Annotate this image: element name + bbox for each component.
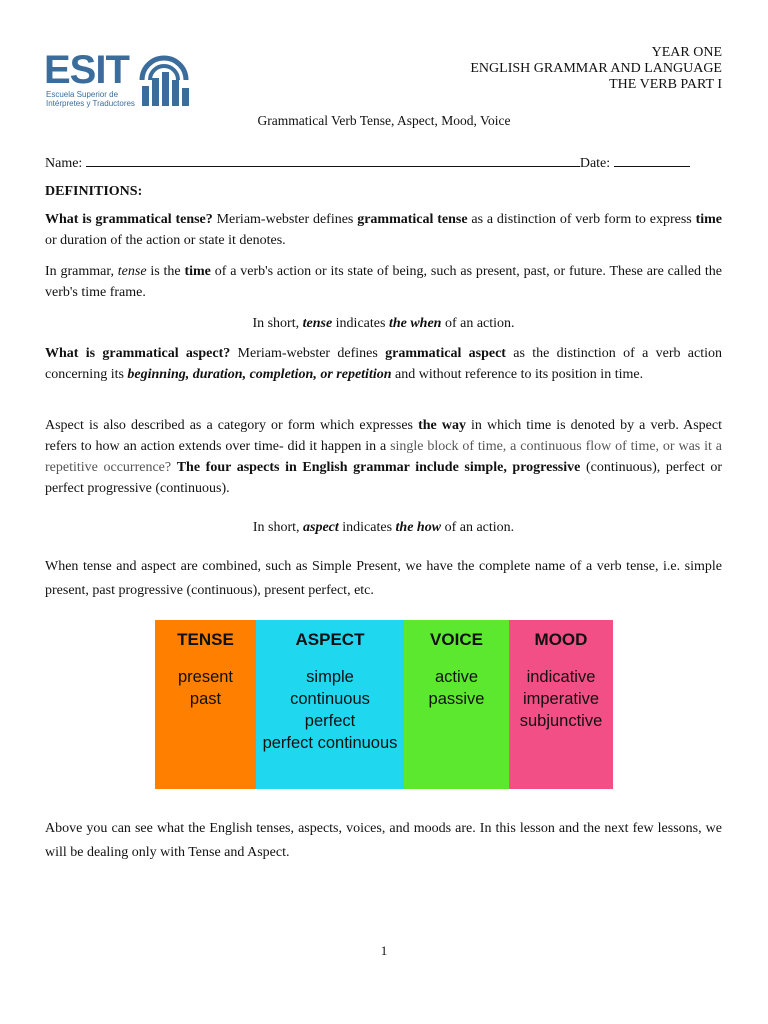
list-item: present xyxy=(177,668,234,686)
list-item: subjunctive xyxy=(519,712,603,730)
column-header: MOOD xyxy=(534,630,588,649)
table-column-aspect xyxy=(256,620,404,789)
aspect-summary: In short, aspect indicates the how of an action. xyxy=(252,520,515,535)
header-year: YEAR ONE xyxy=(651,45,722,60)
logo-text: ESIT xyxy=(44,48,129,92)
column-header: VOICE xyxy=(430,630,483,649)
combined-paragraph: When tense and aspect are combined, such as Simple Present, we have the complete name of a verb tense, i.e. simple present, past progressive (continuous), present perfect, etc. xyxy=(45,559,722,598)
logo-subtitle xyxy=(46,90,135,108)
column-header: ASPECT xyxy=(295,630,365,649)
date-label: Date: xyxy=(579,156,611,171)
definitions-heading: DEFINITIONS: xyxy=(45,184,143,199)
table-column-tense xyxy=(155,620,256,789)
grammar-categories-table xyxy=(155,620,613,789)
list-item: past xyxy=(189,690,222,708)
list-item: perfect continuous xyxy=(262,734,398,752)
tense-definition: What is grammatical tense? Meriam-webster defines grammatical tense as a distinction of verb form to express time or duration of the action or state it denotes. xyxy=(45,212,722,248)
list-item: imperative xyxy=(522,690,600,708)
tense-summary: In short, tense indicates the when of an action. xyxy=(252,316,515,331)
table-column-voice xyxy=(404,620,509,789)
tense-paragraph: In grammar, tense is the time of a verb's action or its state of being, such as present, past, or future. These are called the verb's time frame. xyxy=(45,264,722,300)
esit-logo xyxy=(44,50,196,118)
list-item: perfect xyxy=(304,712,356,730)
column-header: TENSE xyxy=(177,630,234,649)
aspect-paragraph: Aspect is also described as a category or form which expresses the way in which time is denoted by a verb. Aspect refers to how an action extends over time- did it happen in a single block of time, a continuous flow of time, or was it a repetitive occurrence? The four aspects in English grammar include simple, progressive (continuous), perfect or perfect progressive (continuous). xyxy=(45,418,722,496)
tense-question: What is grammatical tense? xyxy=(45,212,213,227)
list-item: active xyxy=(434,668,479,686)
document-subtitle: Grammatical Verb Tense, Aspect, Mood, Voice xyxy=(257,113,511,128)
logo-subtitle-line2: Intérpretes y Traductores xyxy=(46,99,135,108)
name-label: Name: xyxy=(45,156,83,171)
page-number: 1 xyxy=(380,943,388,958)
microphone-bars-icon xyxy=(136,50,192,110)
table-column-mood xyxy=(509,620,613,789)
list-item: passive xyxy=(428,690,485,708)
logo-subtitle-line1: Escuela Superior de xyxy=(46,90,119,99)
closing-paragraph: Above you can see what the English tenses, aspects, voices, and moods are. In this lesson and the next few lessons, we will be dealing only with Tense and Aspect. xyxy=(45,821,722,860)
list-item: continuous xyxy=(290,690,370,708)
header-course: ENGLISH GRAMMAR AND LANGUAGE xyxy=(470,61,722,76)
aspect-definition: What is grammatical aspect? Meriam-webster defines grammatical aspect as the distinction of a verb action concerning its beginning, duration, completion, or repetition and without reference to its position in time. xyxy=(45,346,722,382)
name-field[interactable] xyxy=(86,153,580,167)
document-header xyxy=(470,45,722,93)
aspect-question: What is grammatical aspect? xyxy=(45,346,231,361)
list-item: indicative xyxy=(526,668,596,686)
date-field[interactable] xyxy=(614,153,690,167)
header-unit: THE VERB PART I xyxy=(609,77,722,92)
list-item: simple xyxy=(306,668,354,686)
name-date-line xyxy=(45,153,690,172)
